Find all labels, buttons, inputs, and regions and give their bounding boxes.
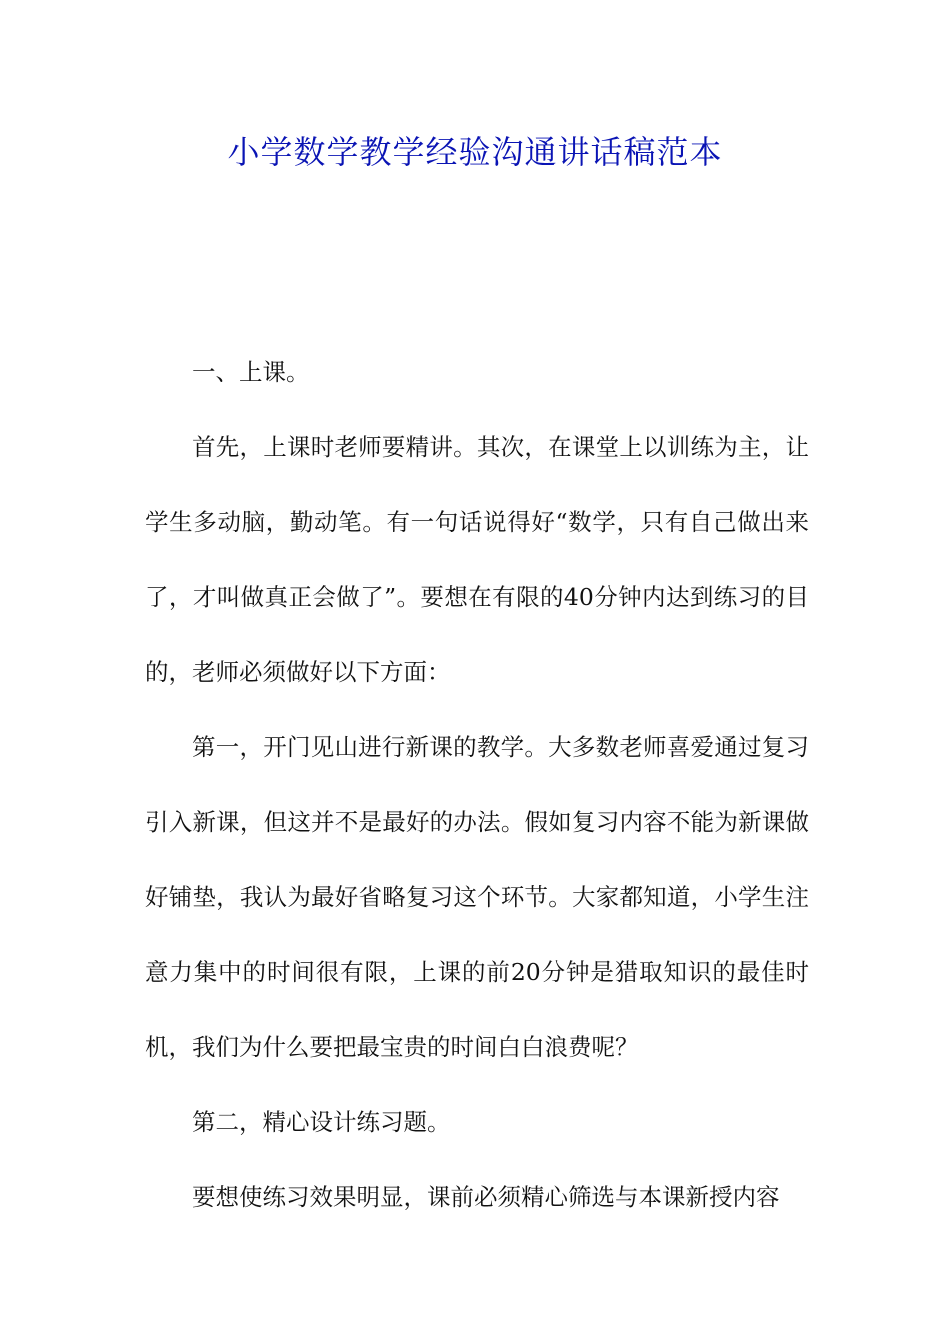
paragraph-intro: 首先，上课时老师要精讲。其次，在课堂上以训练为主，让学生多动脑，勤动笔。有一句话说得好“数学，只有自己做出来了，才叫做真正会做了”。要想在有限的40分钟内达到练习的目的，老师必须做好以下方面： xyxy=(145,433,809,686)
paragraph-point-one: 第一，开门见山进行新课的教学。大多数老师喜爱通过复习引入新课，但这并不是最好的办法。假如复习内容不能为新课做好铺垫，我认为最好省略复习这个环节。大家都知道，小学生注意力集中的时间很有限，上课的前20分钟是猎取知识的最佳时机，我们为什么要把最宝贵的时间白白浪费呢？ xyxy=(145,733,809,1061)
paragraph-point-two-body: 要想使练习效果明显，课前必须精心筛选与本课新授内容 xyxy=(192,1183,780,1211)
paragraph-point-two-heading: 第二，精心设计练习题。 xyxy=(192,1108,451,1136)
paragraph-section-heading: 一、上课。 xyxy=(192,358,310,386)
document-body xyxy=(145,335,809,1235)
document-title: 小学数学教学经验沟通讲话稿范本 xyxy=(227,133,723,171)
